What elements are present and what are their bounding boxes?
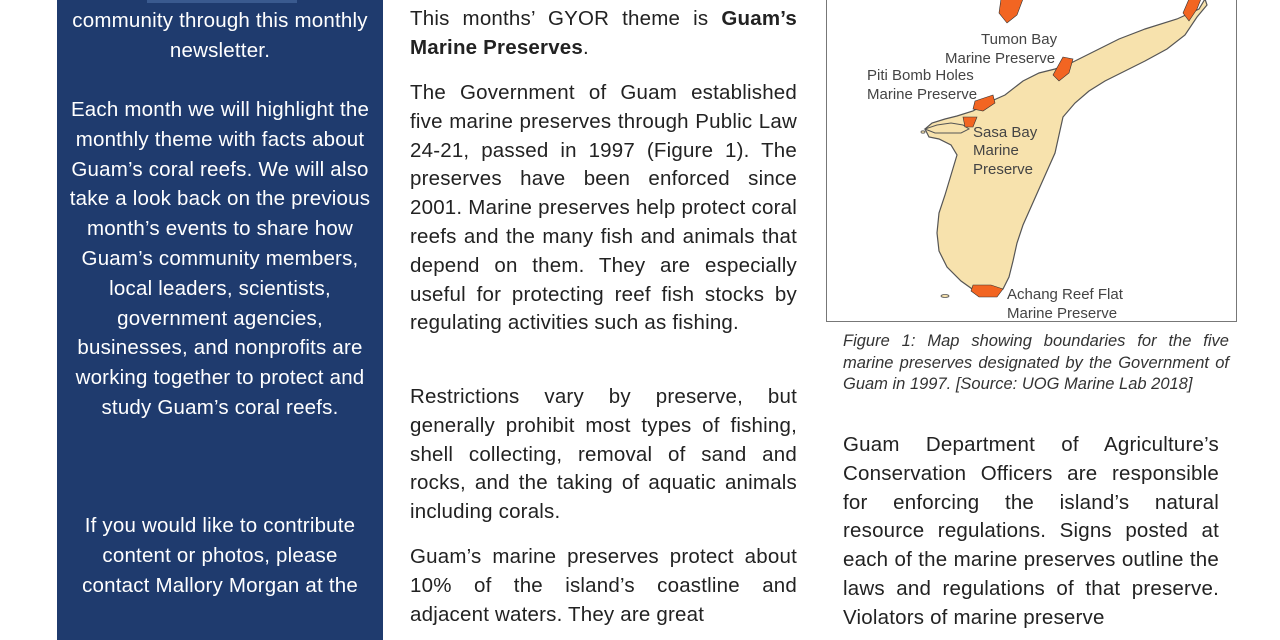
paragraph-coastline-protection: Guam’s marine preserves protect about 10% of the island’s coastline and adjacent waters. They are great <box>410 545 797 626</box>
sidebar-paragraph-intro: community through this monthly newsletter. <box>72 9 368 62</box>
map-label-sasa-2: Marine <box>973 142 1019 159</box>
paragraph-restrictions: Restrictions vary by preserve, but generally prohibit most types of fishing, shell collecting, removal of sand and rocks, and the taking of aquatic animals including corals. <box>410 385 797 524</box>
islet-west <box>921 131 925 133</box>
guam-island-land <box>925 0 1207 293</box>
paragraph-preserves-established: The Government of Guam established five marine preserves through Public Law 24-21, passed in 1997 (Figure 1). The preserves have been enforced since 2001. Marine preserves help protect coral reefs and the many fish and animals that depend on them. They are especially useful for protecting reef fish stocks by regulating activities such as fishing. <box>410 81 797 335</box>
paragraph-conservation-officers: Guam Department of Agriculture’s Conservation Officers are responsible for enforcing the island’s natural resource regulations. Signs posted at each of the marine preserves outline the laws and regulations of that preserve. Violators of marine preserve <box>843 433 1219 629</box>
map-label-achang-1: Achang Reef Flat <box>1007 286 1123 303</box>
theme-name: Guam’s Marine Preserves <box>410 7 797 59</box>
map-label-sasa-1: Sasa Bay <box>973 124 1038 141</box>
map-label-piti-1: Piti Bomb Holes <box>867 67 974 84</box>
sidebar-top-strip <box>147 0 297 3</box>
map-label-tumon-2: Marine Preserve <box>945 50 1056 67</box>
newsletter-sidebar <box>57 0 383 640</box>
islet-south <box>941 295 949 298</box>
map-label-piti-2: Marine Preserve <box>867 86 978 103</box>
sidebar-paragraph-contact: If you would like to contribute content or photos, please contact Mallory Morgan at the <box>82 514 358 597</box>
map-label-tumon-1: Tumon Bay <box>981 31 1058 48</box>
ritidian-preserve <box>999 0 1023 23</box>
theme-intro-suffix: . <box>583 35 589 59</box>
map-label-sasa-3: Preserve <box>973 161 1034 178</box>
map-label-achang-2: Marine Preserve <box>1007 305 1118 322</box>
figure-caption: Figure 1: Map showing boundaries for the five marine preserves designated by the Government of Guam in 1997. [Source: UOG Marine Lab 2018] <box>843 332 1229 393</box>
theme-intro-prefix: This months’ GYOR theme is <box>410 7 722 30</box>
sidebar-paragraph-monthly-theme: Each month we will highlight the monthly theme with facts about Guam’s coral reefs. We will also take a look back on the previous month’s events to share how Guam’s community members, local leaders, scientists, government agencies, businesses, and nonprofits are working together to protect and study Guam’s coral reefs. <box>69 98 371 419</box>
theme-intro <box>410 5 797 63</box>
guam-preserves-map <box>826 0 1237 322</box>
